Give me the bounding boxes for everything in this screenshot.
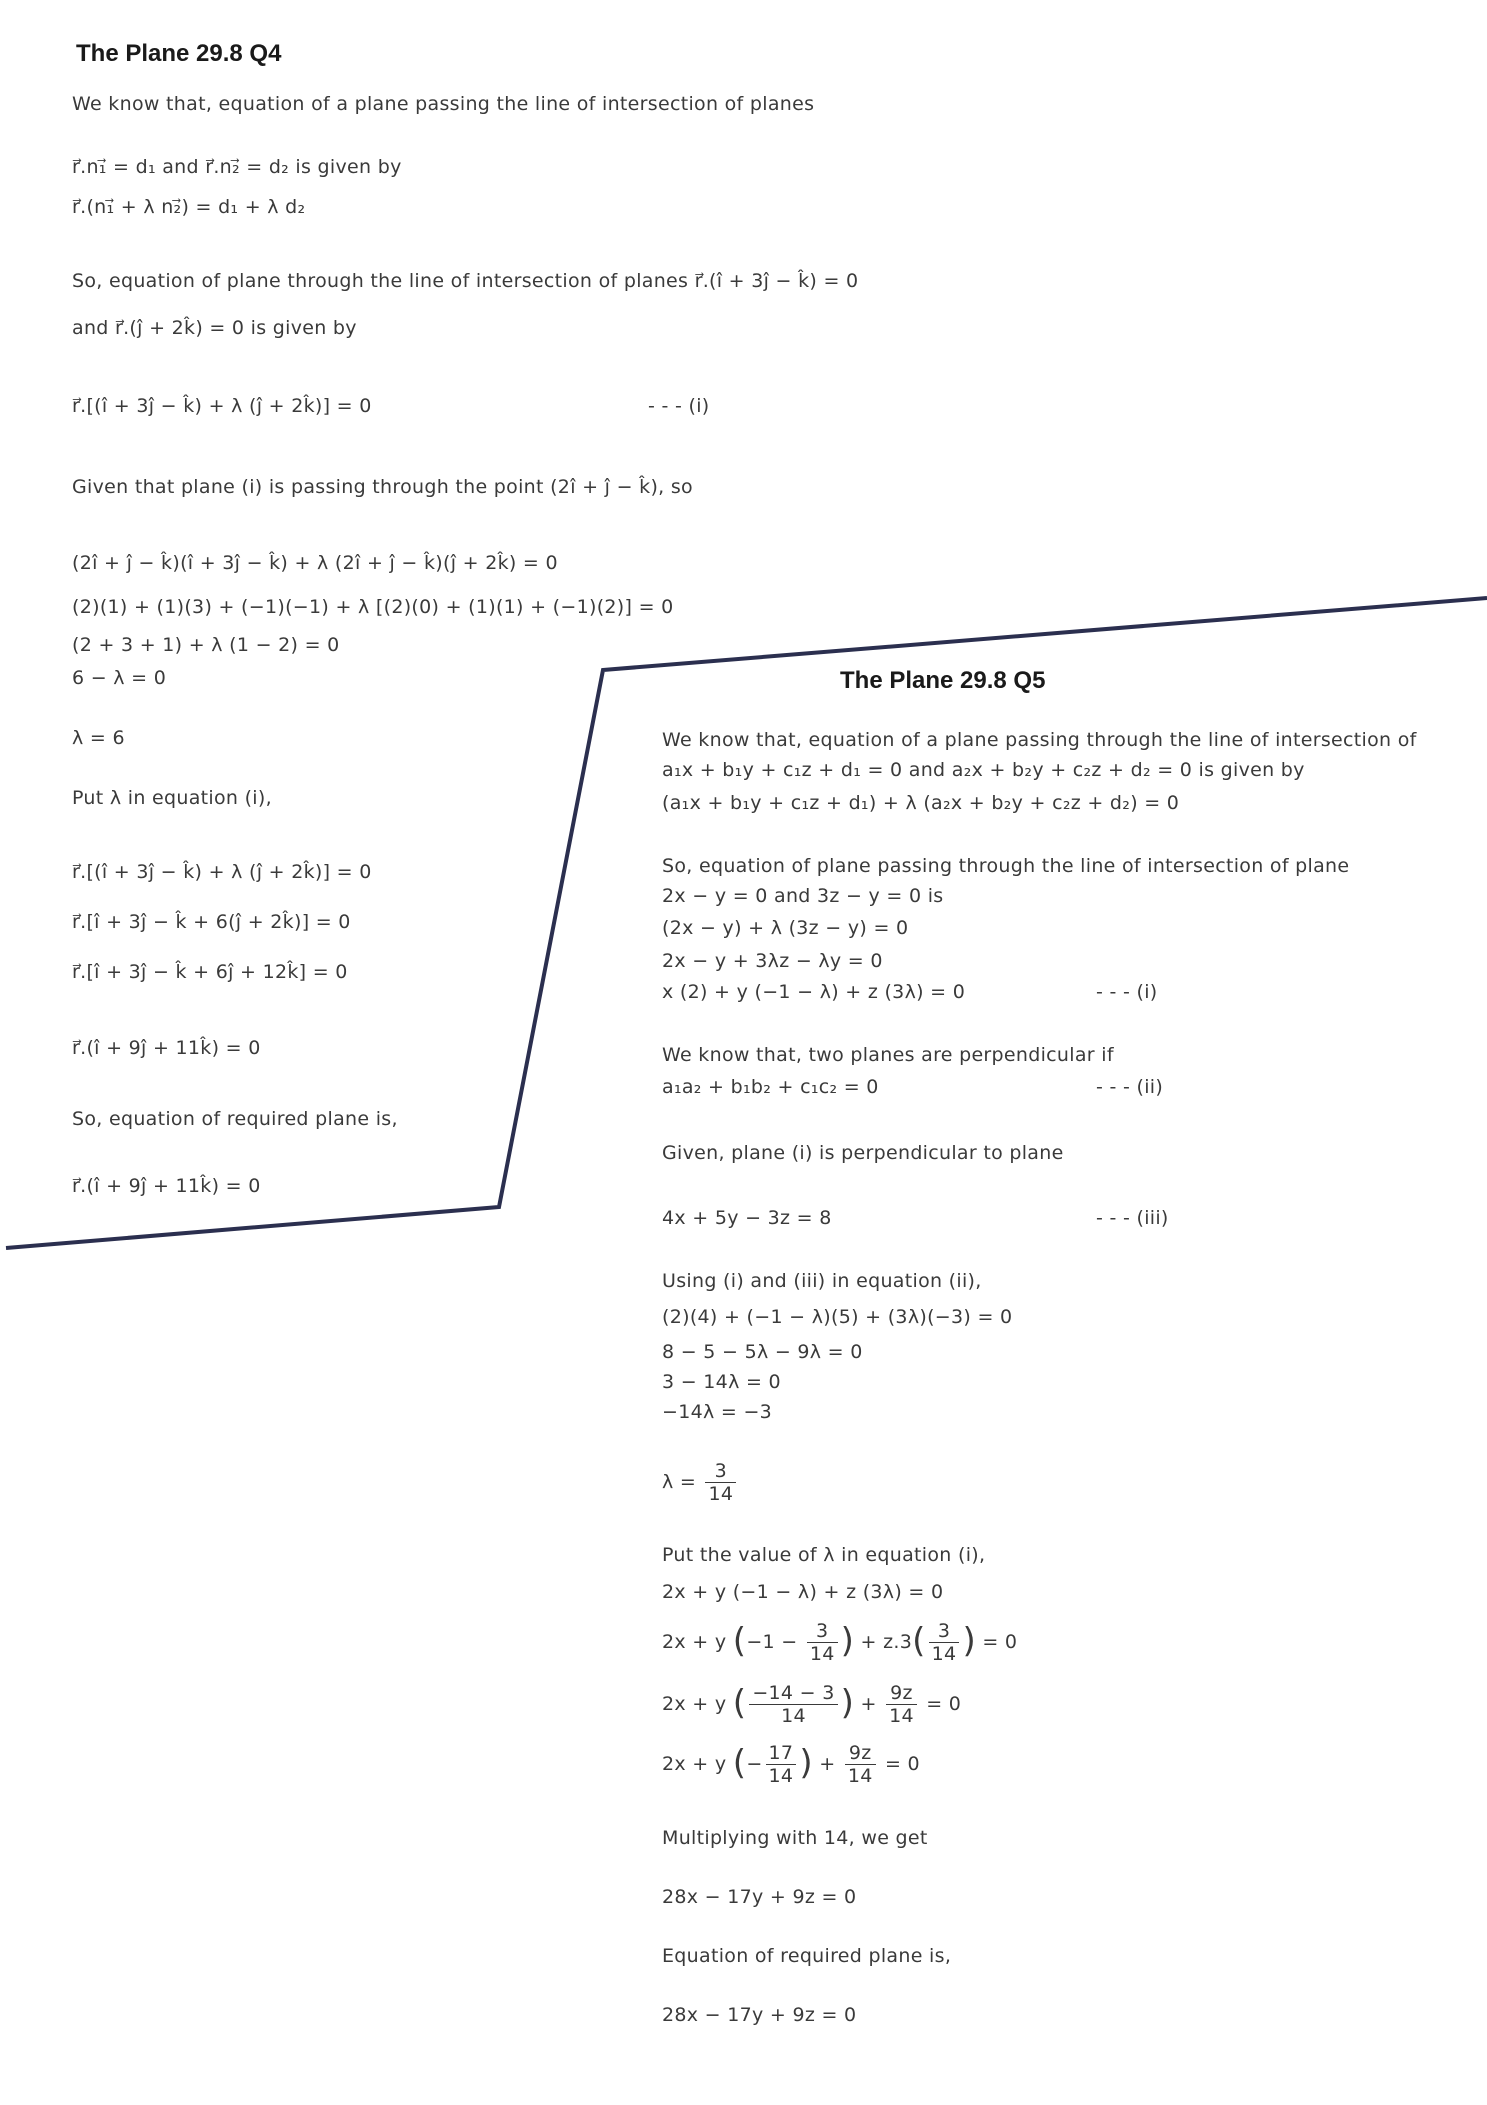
q5-line: Equation of required plane is, xyxy=(662,1945,952,1967)
q4-line: (2 + 3 + 1) + λ (1 − 2) = 0 xyxy=(72,634,340,656)
paren: ) xyxy=(840,1683,855,1723)
q5-equation-tag: - - - (iii) xyxy=(1096,1207,1169,1229)
q4-equation-tag: - - - (i) xyxy=(648,395,710,417)
q4-line: r⃗.(n₁⃗ + λ n₂⃗) = d₁ + λ d₂ xyxy=(72,196,306,218)
denominator: 14 xyxy=(768,1765,794,1787)
q5-line: We know that, equation of a plane passing through the line of intersection of xyxy=(662,729,1417,751)
numerator: 3 xyxy=(807,1620,838,1643)
paren: ( xyxy=(912,1621,926,1661)
fraction xyxy=(766,1742,797,1787)
q4-line: and r⃗.(ĵ + 2k̂) = 0 is given by xyxy=(72,317,357,339)
q5-substitution-1 xyxy=(662,1620,1017,1665)
q5-line: We know that, two planes are perpendicular if xyxy=(662,1044,1114,1066)
numerator: 9z xyxy=(886,1682,917,1705)
q5-title: The Plane 29.8 Q5 xyxy=(840,667,1046,694)
q5-line: Multiplying with 14, we get xyxy=(662,1827,928,1849)
denominator: 14 xyxy=(809,1643,835,1665)
q4-line: (2)(1) + (1)(3) + (−1)(−1) + λ [(2)(0) + (1)(1) + (−1)(2)] = 0 xyxy=(72,596,674,618)
term: −1 − xyxy=(746,1631,798,1653)
fraction xyxy=(807,1620,838,1665)
q4-line: So, equation of plane through the line of intersection of planes r⃗.(î + 3ĵ − k̂) = 0 xyxy=(72,270,859,292)
numerator: 3 xyxy=(929,1620,960,1643)
q4-line: r⃗.[î + 3ĵ − k̂ + 6(ĵ + 2k̂)] = 0 xyxy=(72,911,351,933)
term: − xyxy=(746,1753,763,1775)
paren: ( xyxy=(732,1621,747,1661)
q4-line: (2î + ĵ − k̂)(î + 3ĵ − k̂) + λ (2î + ĵ − k̂)(ĵ + 2k̂) = 0 xyxy=(72,552,558,574)
q4-line: r⃗.n₁⃗ = d₁ and r⃗.n₂⃗ = d₂ is given by xyxy=(72,156,402,178)
term: + z.3 xyxy=(860,1631,913,1653)
q5-line: 28x − 17y + 9z = 0 xyxy=(662,1886,857,1908)
fraction xyxy=(749,1682,837,1727)
term: + xyxy=(860,1693,877,1715)
q5-line: (a₁x + b₁y + c₁z + d₁) + λ (a₂x + b₂y + c₂z + d₂) = 0 xyxy=(662,792,1180,814)
q5-line: 2x − y = 0 and 3z − y = 0 is xyxy=(662,885,944,907)
denominator: 14 xyxy=(708,1483,734,1505)
term: 2x + y xyxy=(662,1753,727,1775)
denominator: 14 xyxy=(847,1765,873,1787)
q5-equation-tag: - - - (i) xyxy=(1096,981,1158,1003)
numerator: 17 xyxy=(766,1742,797,1765)
term: = 0 xyxy=(982,1631,1018,1653)
term: = 0 xyxy=(884,1753,920,1775)
q5-substitution-2 xyxy=(662,1682,961,1727)
paren: ) xyxy=(840,1621,855,1661)
q5-answer: 28x − 17y + 9z = 0 xyxy=(662,2004,857,2026)
denominator: 14 xyxy=(889,1705,914,1727)
paren: ) xyxy=(962,1621,977,1661)
fraction xyxy=(929,1620,960,1665)
term: 2x + y xyxy=(662,1631,727,1653)
term: + xyxy=(819,1753,836,1775)
q5-line: Using (i) and (iii) in equation (ii), xyxy=(662,1270,982,1292)
term: = 0 xyxy=(926,1693,962,1715)
fraction xyxy=(886,1682,917,1727)
fraction xyxy=(845,1742,876,1787)
q4-line: So, equation of required plane is, xyxy=(72,1108,398,1130)
q5-line: −14λ = −3 xyxy=(662,1401,773,1423)
q4-line: r⃗.[(î + 3ĵ − k̂) + λ (ĵ + 2k̂)] = 0 xyxy=(72,395,372,417)
q5-line: a₁x + b₁y + c₁z + d₁ = 0 and a₂x + b₂y + c₂z + d₂ = 0 is given by xyxy=(662,759,1305,781)
q5-line: 8 − 5 − 5λ − 9λ = 0 xyxy=(662,1341,863,1363)
numerator: −14 − 3 xyxy=(749,1682,837,1705)
q5-equation-tag: - - - (ii) xyxy=(1096,1076,1164,1098)
q5-substitution-3 xyxy=(662,1742,920,1787)
q4-line: r⃗.(î + 9ĵ + 11k̂) = 0 xyxy=(72,1037,261,1059)
fraction xyxy=(705,1460,736,1505)
q5-line: Given, plane (i) is perpendicular to plane xyxy=(662,1142,1064,1164)
q5-line: (2x − y) + λ (3z − y) = 0 xyxy=(662,917,909,939)
q4-line: We know that, equation of a plane passing the line of intersection of planes xyxy=(72,93,815,115)
lambda-label: λ = xyxy=(662,1471,697,1493)
q5-line: 2x + y (−1 − λ) + z (3λ) = 0 xyxy=(662,1581,944,1603)
q5-line: a₁a₂ + b₁b₂ + c₁c₂ = 0 xyxy=(662,1076,879,1098)
denominator: 14 xyxy=(781,1705,806,1727)
q5-line: So, equation of plane passing through the line of intersection of plane xyxy=(662,855,1350,877)
paren: ( xyxy=(732,1743,747,1783)
q5-line: Put the value of λ in equation (i), xyxy=(662,1544,986,1566)
q4-line: r⃗.[î + 3ĵ − k̂ + 6ĵ + 12k̂] = 0 xyxy=(72,961,348,983)
q4-line: Put λ in equation (i), xyxy=(72,787,272,809)
q5-line: 4x + 5y − 3z = 8 xyxy=(662,1207,832,1229)
paren: ) xyxy=(799,1743,813,1783)
q4-line: Given that plane (i) is passing through the point (2î + ĵ − k̂), so xyxy=(72,476,693,498)
paren: ( xyxy=(732,1683,747,1723)
q5-line: 3 − 14λ = 0 xyxy=(662,1371,781,1393)
term: 2x + y xyxy=(662,1693,727,1715)
numerator: 3 xyxy=(705,1460,736,1483)
numerator: 9z xyxy=(845,1742,876,1765)
q4-line: λ = 6 xyxy=(72,727,125,749)
q4-line: r⃗.[(î + 3ĵ − k̂) + λ (ĵ + 2k̂)] = 0 xyxy=(72,861,372,883)
q4-title: The Plane 29.8 Q4 xyxy=(76,40,282,67)
denominator: 14 xyxy=(931,1643,957,1665)
q5-line: 2x − y + 3λz − λy = 0 xyxy=(662,950,883,972)
q5-line: x (2) + y (−1 − λ) + z (3λ) = 0 xyxy=(662,981,966,1003)
q5-line: (2)(4) + (−1 − λ)(5) + (3λ)(−3) = 0 xyxy=(662,1306,1013,1328)
q4-line: 6 − λ = 0 xyxy=(72,667,167,689)
q4-answer: r⃗.(î + 9ĵ + 11k̂) = 0 xyxy=(72,1175,261,1197)
q5-lambda-value xyxy=(662,1460,739,1505)
